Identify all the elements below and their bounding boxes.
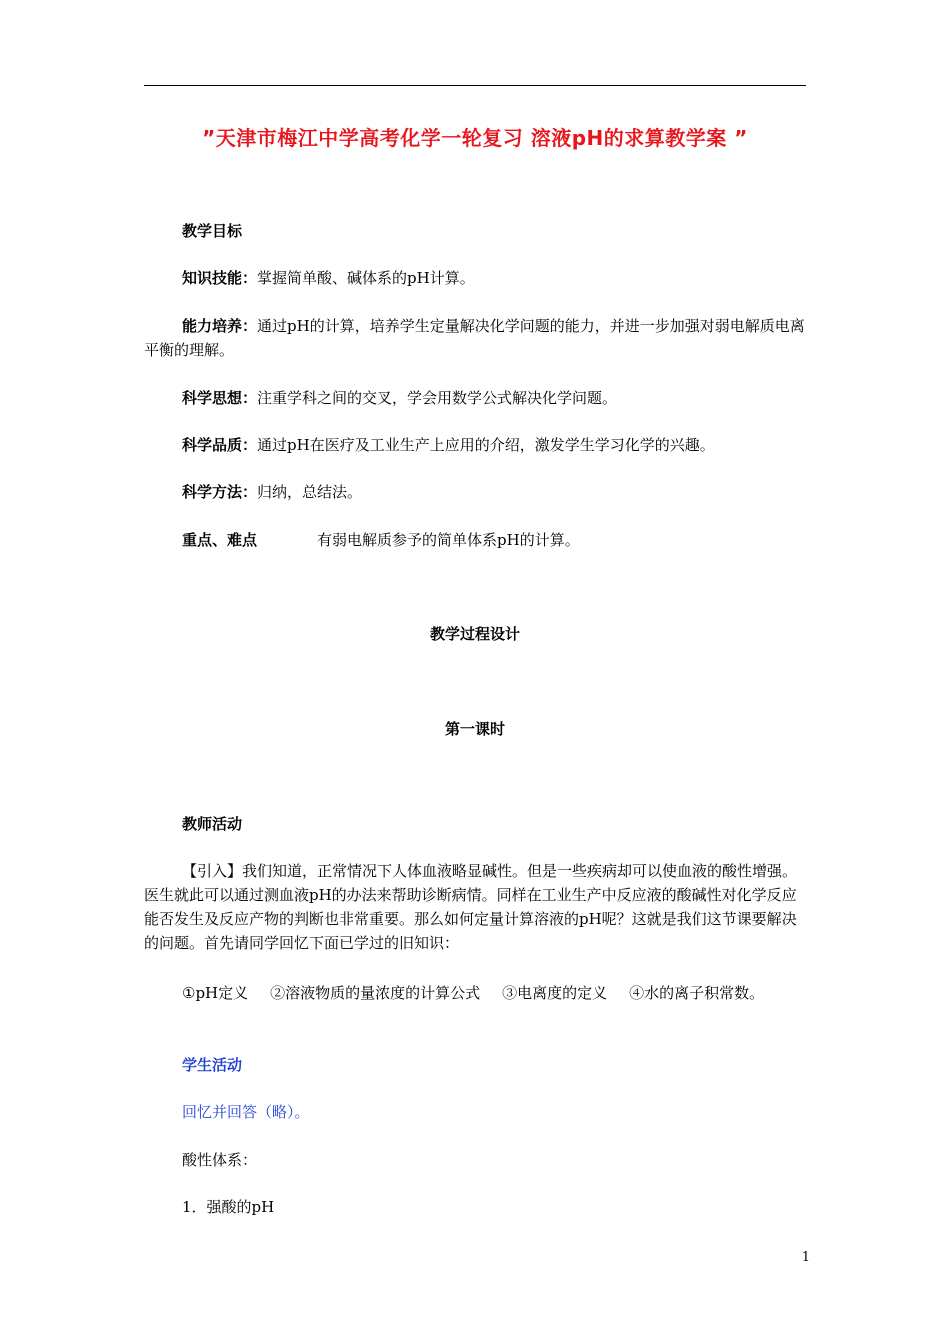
acidic-heading: 酸性体系： bbox=[182, 1151, 258, 1169]
objective-text: 归纳，总结法。 bbox=[257, 483, 363, 501]
objective-thought bbox=[144, 386, 806, 410]
objective-quality bbox=[144, 433, 806, 457]
knowledge-item: ①pH定义 bbox=[182, 984, 249, 1002]
objective-knowledge bbox=[144, 266, 806, 290]
objective-focus bbox=[144, 528, 806, 552]
objectives-heading: 教学目标 bbox=[182, 222, 243, 240]
objective-method bbox=[144, 480, 806, 504]
knowledge-item: ③电离度的定义 bbox=[502, 984, 608, 1002]
objective-ability bbox=[144, 314, 806, 362]
student-text: 回忆并回答（略）。 bbox=[182, 1103, 310, 1121]
knowledge-item: ②溶液物质的量浓度的计算公式 bbox=[270, 984, 481, 1002]
lesson-heading: 第一课时 bbox=[444, 720, 505, 738]
objective-text: 掌握简单酸、碱体系的pH计算。 bbox=[257, 269, 475, 287]
intro-paragraph: 【引入】我们知道，正常情况下人体血液略显碱性。但是一些疾病却可以使血液的酸性增强。医生就此可以通过测血液pH的办法来帮助诊断病情。同样在工业生产中反应液的酸碱性对化学反应能否发生及反应产物的判断也非常重要。那么如何定量计算溶液的pH呢？这就是我们这节课要解决的问题。首先请同学回忆下面已学过的旧知识： bbox=[144, 862, 798, 952]
header-rule bbox=[144, 85, 806, 86]
document-title: ”天津市梅江中学高考化学一轮复习 溶液pH的求算教学案 ” bbox=[202, 126, 748, 150]
objective-text: 通过pH的计算，培养学生定量解决化学问题的能力，并进一步加强对弱电解质电离平衡的理解。 bbox=[144, 317, 805, 359]
objective-text: 有弱电解质参予的简单体系pH的计算。 bbox=[317, 531, 580, 549]
teacher-heading: 教师活动 bbox=[182, 815, 243, 833]
objective-label: 重点、难点 bbox=[182, 531, 258, 549]
list-item-1: 1．强酸的pH bbox=[182, 1198, 275, 1216]
objective-label: 知识技能： bbox=[182, 269, 258, 287]
knowledge-list bbox=[144, 981, 806, 1005]
objective-label: 科学思想： bbox=[182, 389, 258, 407]
knowledge-item: ④水的离子积常数。 bbox=[629, 984, 765, 1002]
objective-text: 注重学科之间的交叉，学会用数学公式解决化学问题。 bbox=[257, 389, 618, 407]
objective-label: 科学方法： bbox=[182, 483, 258, 501]
objective-label: 科学品质： bbox=[182, 436, 258, 454]
objective-label: 能力培养： bbox=[182, 317, 258, 335]
design-heading: 教学过程设计 bbox=[429, 625, 520, 643]
page-number: 1 bbox=[801, 1250, 810, 1265]
student-heading: 学生活动 bbox=[182, 1056, 243, 1074]
objective-text: 通过pH在医疗及工业生产上应用的介绍，激发学生学习化学的兴趣。 bbox=[257, 436, 715, 454]
